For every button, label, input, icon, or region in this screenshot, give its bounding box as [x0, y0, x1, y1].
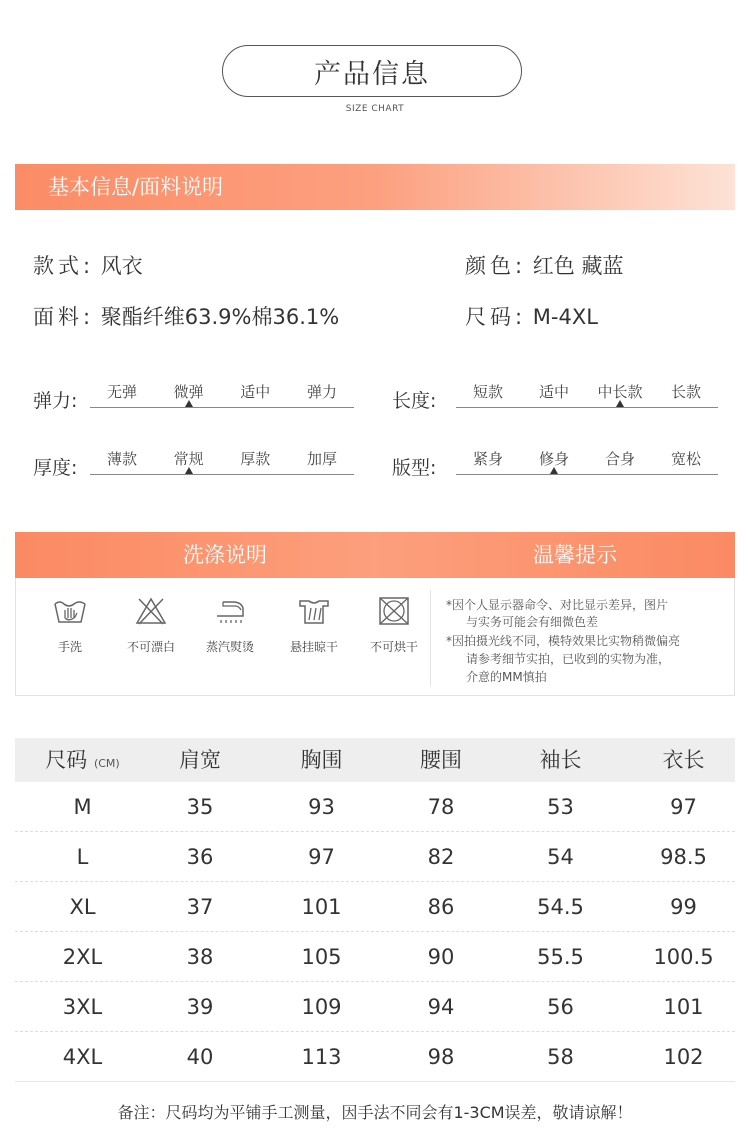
page-title-text: 产品信息 [314, 58, 430, 90]
elasticity-title: 弹力: [33, 390, 78, 412]
care-divider [430, 590, 431, 686]
fit-scale [456, 448, 718, 484]
scale-option: 无弹 [106, 383, 137, 401]
thickness-scale [90, 448, 354, 484]
table-cell: 53 [547, 795, 574, 819]
basic-info-header [15, 164, 735, 210]
tip-note: *因拍摄光线不同，模特效果比实物稍微偏亮 [446, 634, 681, 648]
table-cell: 86 [427, 895, 455, 919]
table-cell: 3XL [62, 995, 103, 1019]
table-cell: 97 [308, 845, 335, 869]
fabric-value: 聚酯纤维63.9%棉36.1% [100, 305, 340, 329]
no-bleach-icon [134, 596, 168, 626]
fabric-info [33, 301, 339, 331]
table-row [15, 782, 735, 832]
no-tumble-dry-icon [377, 596, 411, 626]
care-item-hand-wash [30, 596, 110, 655]
scale-option: 长款 [670, 383, 701, 401]
size-table-header-cell: 袖长 [539, 748, 582, 772]
table-cell: 2XL [62, 945, 103, 969]
scale-option: 适中 [240, 383, 271, 401]
tip-note: 与实务可能会有细微色差 [466, 615, 599, 629]
care-item-steam-iron [190, 596, 270, 655]
care-header [15, 532, 735, 578]
table-cell: 56 [547, 995, 574, 1019]
style-key: 款式: [33, 254, 95, 278]
page-subtitle: SIZE CHART [345, 104, 405, 114]
fit-title: 版型: [392, 457, 437, 479]
table-row [15, 832, 735, 882]
table-cell: 37 [186, 895, 214, 919]
scale-marker [185, 400, 193, 407]
hang-dry-icon [297, 596, 331, 626]
scale-option: 中长款 [597, 383, 643, 401]
size-table [15, 738, 735, 1082]
table-cell: 100.5 [653, 945, 714, 969]
thickness-title: 厚度: [33, 457, 78, 479]
size-table-header [15, 738, 735, 782]
table-cell: 58 [547, 1045, 574, 1069]
table-cell: 90 [427, 945, 455, 969]
care-item-no-bleach [111, 596, 191, 655]
table-cell: 55.5 [537, 945, 584, 969]
table-cell: M [73, 795, 92, 819]
color-info [465, 250, 623, 280]
table-cell: 99 [670, 895, 697, 919]
table-cell: 40 [186, 1045, 214, 1069]
scale-option: 加厚 [306, 450, 337, 468]
table-cell: 78 [427, 795, 455, 819]
scale-option: 厚款 [240, 450, 271, 468]
scale-option: 适中 [538, 383, 569, 401]
table-cell: 54 [547, 845, 574, 869]
care-item-no-tumble-dry [354, 596, 434, 655]
tip-note: *因个人显示器命令、对比显示差异，图片 [446, 598, 669, 612]
table-cell: 36 [186, 845, 214, 869]
care-item-hang-dry [274, 596, 354, 655]
table-cell: 39 [186, 995, 214, 1019]
basic-info-header-label: 基本信息/面料说明 [48, 175, 224, 199]
elasticity-scale [90, 381, 354, 417]
table-row [15, 882, 735, 932]
table-cell: 109 [301, 995, 342, 1019]
length-scale [456, 381, 718, 417]
table-cell: 94 [427, 995, 455, 1019]
table-cell: 93 [308, 795, 335, 819]
page-title [222, 45, 522, 97]
table-cell: 82 [427, 845, 455, 869]
size-value: M-4XL [532, 305, 598, 329]
scale-option: 修身 [538, 450, 569, 468]
table-cell: 98.5 [660, 845, 707, 869]
care-label: 蒸汽熨烫 [205, 640, 254, 654]
scale-line [456, 407, 718, 408]
table-cell: 101 [301, 895, 342, 919]
scale-line [90, 407, 354, 408]
scale-option: 短款 [472, 383, 503, 401]
care-label: 不可漂白 [126, 640, 175, 654]
size-table-header-cell: 肩宽 [179, 748, 221, 772]
color-key: 颜色: [465, 254, 527, 278]
table-cell: 97 [670, 795, 697, 819]
table-cell: 113 [301, 1045, 342, 1069]
tip-note: 请参考细节实拍，已收到的实物为准， [466, 652, 671, 666]
size-table-header-cell [15, 738, 150, 782]
care-label: 悬挂晾干 [289, 640, 338, 654]
table-cell: 54.5 [537, 895, 584, 919]
scale-marker [185, 467, 193, 474]
scale-option: 宽松 [670, 450, 701, 468]
care-label: 不可烘干 [369, 640, 418, 654]
header-size-label: 尺码 [45, 748, 88, 772]
tip-note: 介意的MM慎拍 [466, 670, 547, 684]
table-cell: XL [69, 895, 96, 919]
size-table-header-cell: 胸围 [300, 748, 343, 772]
table-cell: L [76, 845, 89, 869]
table-cell: 38 [186, 945, 214, 969]
color-value: 红色 藏蓝 [532, 254, 624, 278]
scale-option: 紧身 [472, 450, 503, 468]
wash-instructions-label: 洗涤说明 [183, 543, 267, 567]
table-cell: 105 [301, 945, 342, 969]
size-table-header-cell: 衣长 [662, 748, 705, 772]
hand-wash-icon [53, 596, 87, 626]
size-info [465, 301, 598, 331]
scale-option: 薄款 [106, 450, 137, 468]
scale-marker [550, 467, 558, 474]
scale-marker [616, 400, 624, 407]
scale-option: 合身 [604, 450, 635, 468]
header-unit: (CM) [93, 757, 120, 770]
table-row [15, 1032, 735, 1082]
style-value: 风衣 [100, 254, 143, 278]
table-cell: 102 [663, 1045, 704, 1069]
steam-iron-icon [213, 596, 247, 626]
table-cell: 4XL [62, 1045, 103, 1069]
remark-note: 备注：尺码均为平铺手工测量，因手法不同会有1-3CM误差，敬请谅解！ [117, 1103, 633, 1122]
fabric-key: 面料: [33, 305, 95, 329]
table-cell: 98 [427, 1045, 455, 1069]
style-info [33, 250, 143, 280]
size-table-header-cell: 腰围 [420, 748, 462, 772]
scale-line [456, 474, 718, 475]
table-cell: 101 [663, 995, 704, 1019]
scale-option: 弹力 [306, 383, 337, 401]
table-row [15, 982, 735, 1032]
care-label: 手洗 [57, 640, 82, 654]
scale-line [90, 474, 354, 475]
scale-option: 常规 [173, 450, 204, 468]
table-cell: 35 [186, 795, 214, 819]
size-key: 尺码: [465, 305, 527, 329]
scale-option: 微弹 [173, 383, 204, 401]
tips-label: 温馨提示 [533, 543, 617, 567]
table-row [15, 932, 735, 982]
length-title: 长度: [392, 390, 437, 412]
